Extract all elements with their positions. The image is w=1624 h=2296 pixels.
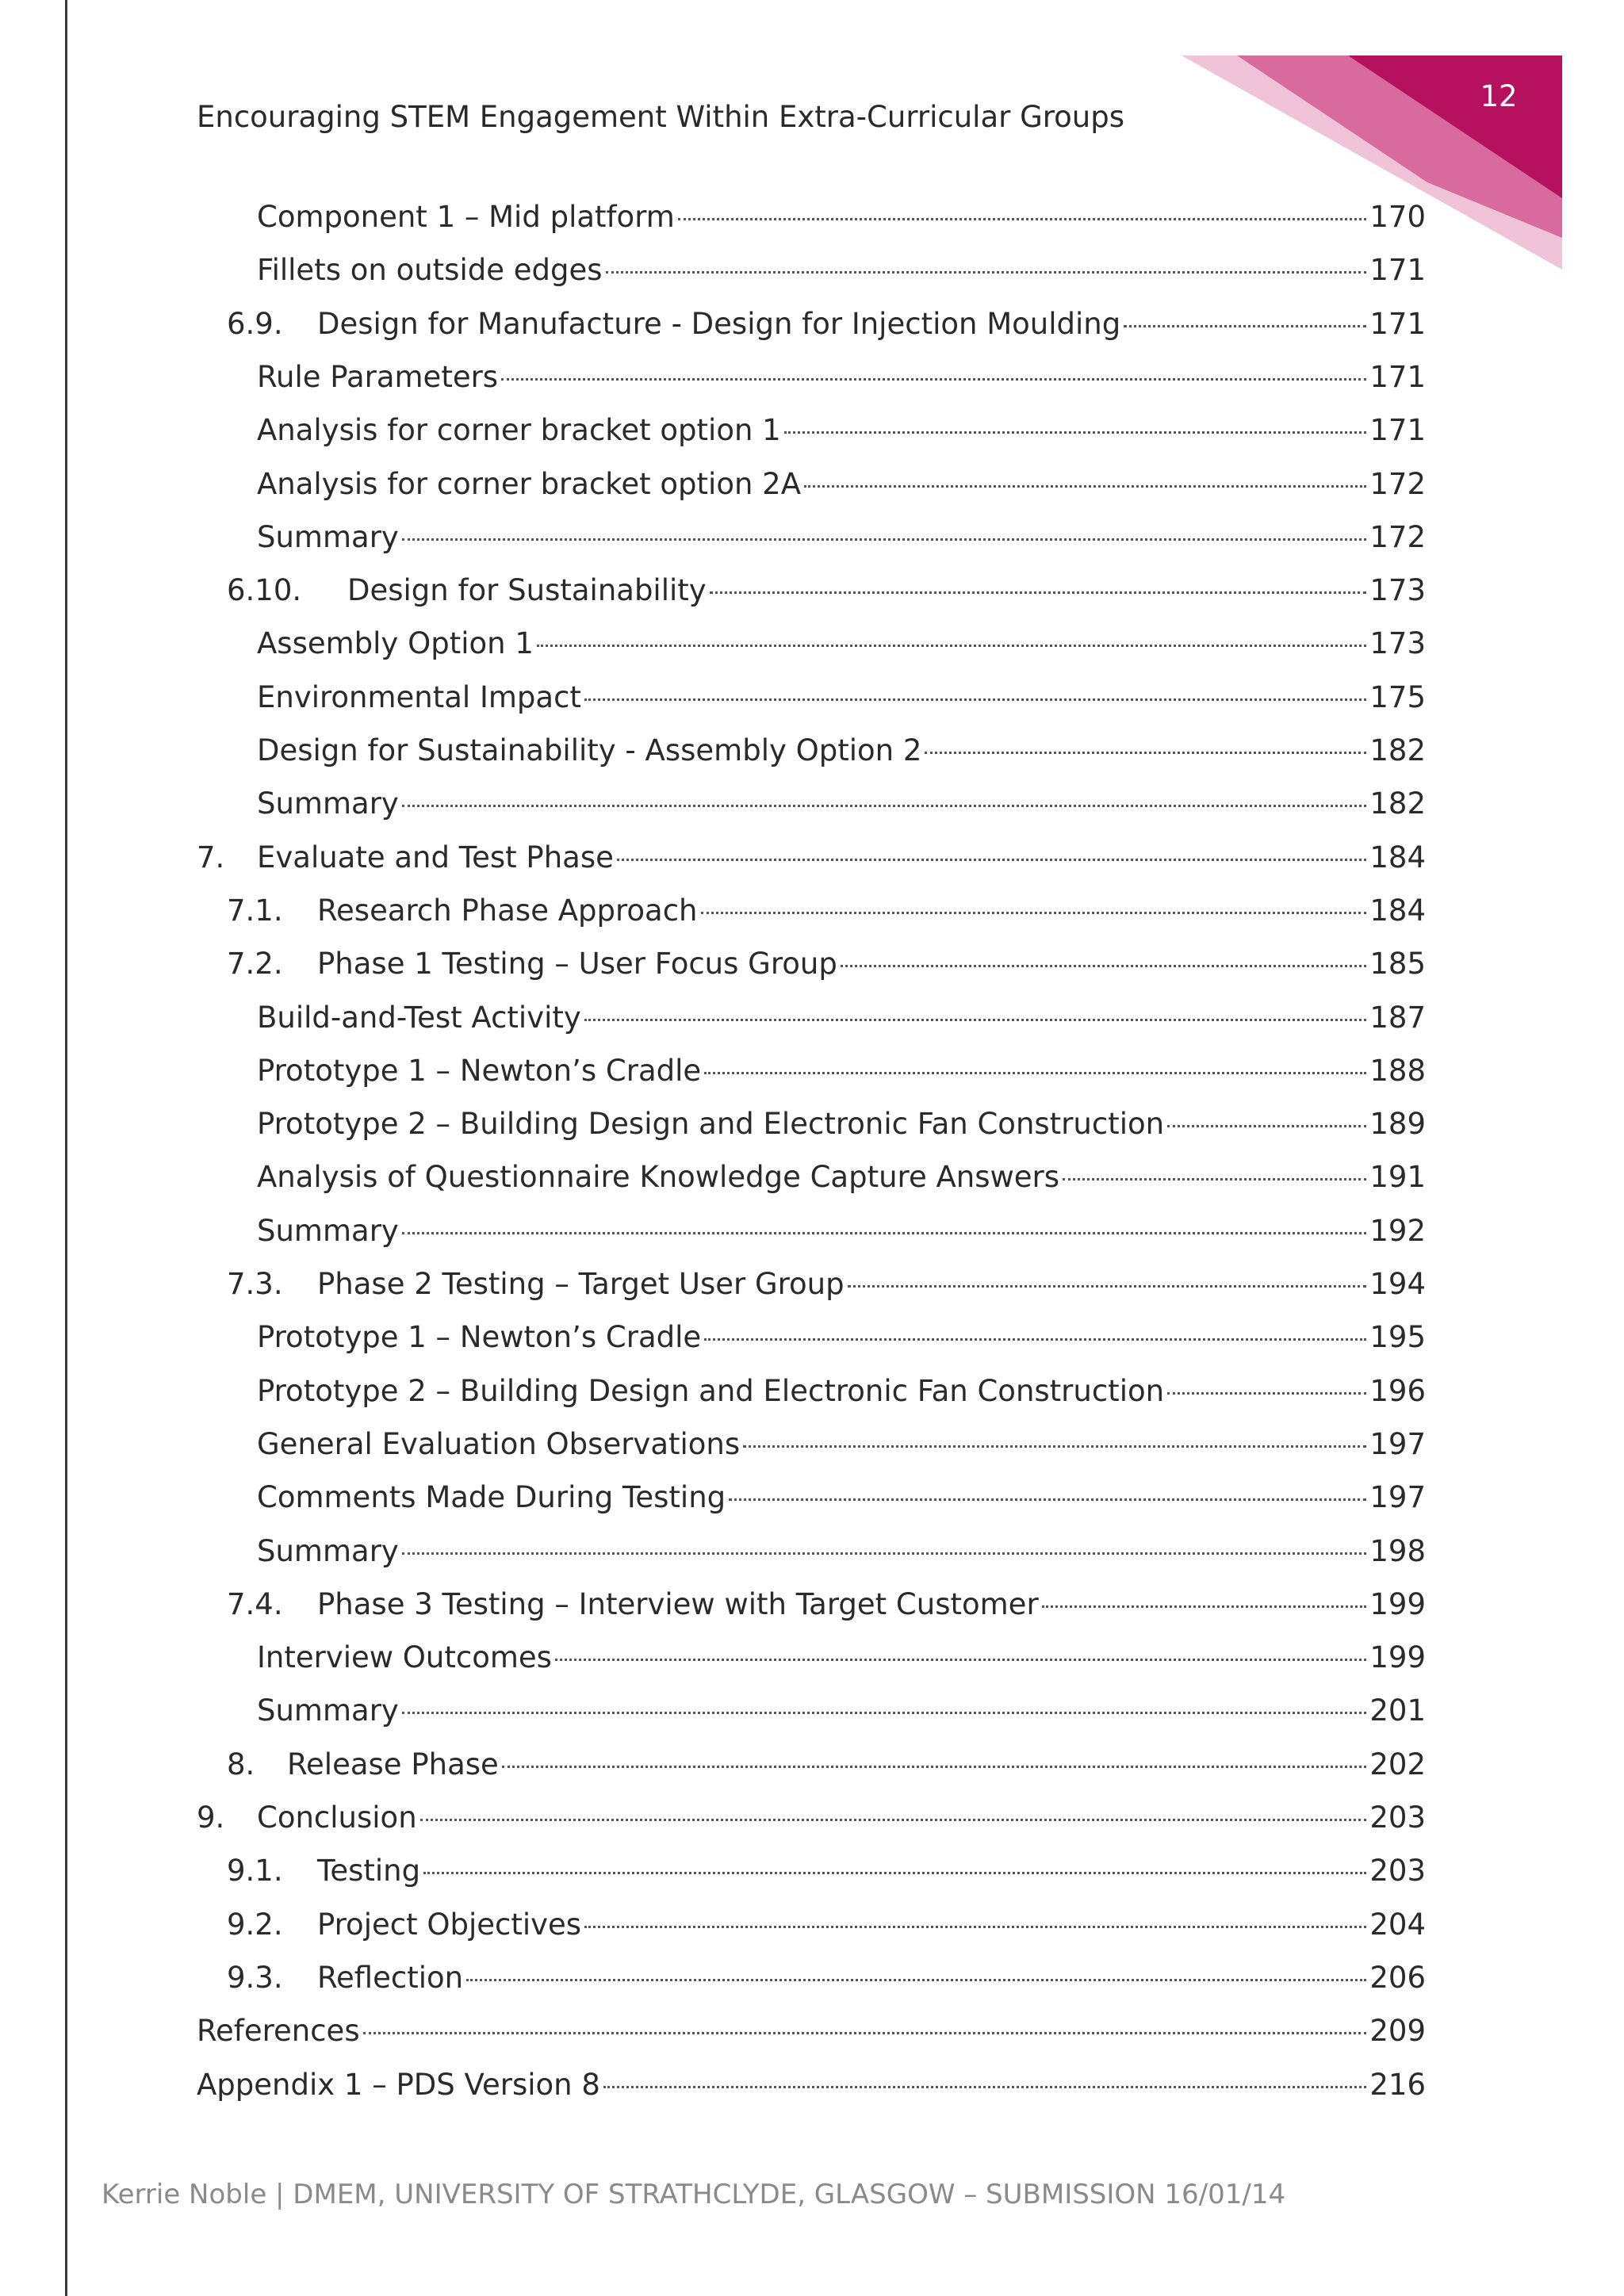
toc-entry-title: Comments Made During Testing <box>257 1480 726 1515</box>
toc-entry-page: 182 <box>1369 733 1426 767</box>
toc-entry-page: 172 <box>1369 519 1426 554</box>
toc-entry[interactable] <box>227 1257 1426 1311</box>
toc-dot-leader <box>402 805 1367 807</box>
toc-entry-page: 172 <box>1369 466 1426 501</box>
toc-entry-number: 7.3. <box>227 1267 283 1301</box>
toc-entry[interactable] <box>257 617 1426 670</box>
toc-entry[interactable] <box>197 831 1426 884</box>
toc-entry-title: Phase 1 Testing – User Focus Group <box>317 947 837 982</box>
toc-entry-page: 206 <box>1369 1960 1426 1995</box>
toc-entry[interactable] <box>227 884 1426 937</box>
toc-entry-page: 197 <box>1369 1426 1426 1461</box>
toc-entry-page: 199 <box>1369 1586 1426 1621</box>
page-footer: Kerrie Noble | DMEM, UNIVERSITY OF STRATHCLYDE, GLASGOW – SUBMISSION 16/01/14 <box>102 2179 1286 2210</box>
toc-entry-title: Analysis of Questionnaire Knowledge Capture Answers <box>257 1160 1060 1195</box>
toc-entry-page: 171 <box>1369 306 1426 341</box>
toc-entry[interactable] <box>197 2004 1426 2057</box>
toc-entry-page: 173 <box>1369 626 1426 661</box>
toc-entry-title: Prototype 1 – Newton’s Cradle <box>257 1053 702 1088</box>
toc-entry-number: 7.2. <box>227 947 283 982</box>
toc-dot-leader <box>743 1445 1366 1448</box>
toc-entry[interactable] <box>257 1525 1426 1578</box>
toc-entry[interactable] <box>257 671 1426 724</box>
toc-entry-title: Prototype 2 – Building Design and Electronic Fan Construction <box>257 1373 1165 1408</box>
toc-entry-title: Summary <box>257 1533 399 1568</box>
toc-entry[interactable] <box>257 404 1426 457</box>
toc-dot-leader <box>466 1979 1366 1981</box>
toc-entry[interactable] <box>257 1364 1426 1418</box>
toc-entry-page: 170 <box>1369 200 1426 234</box>
toc-entry-number: 9.1. <box>227 1854 283 1888</box>
toc-entry[interactable] <box>257 724 1426 777</box>
toc-dot-leader <box>1063 1178 1366 1181</box>
toc-entry-number: 7. <box>197 840 225 874</box>
toc-entry-page: 197 <box>1369 1480 1426 1515</box>
toc-dot-leader <box>420 1819 1367 1821</box>
toc-dot-leader <box>701 912 1367 914</box>
toc-dot-leader <box>617 859 1367 861</box>
toc-entry-title: Phase 2 Testing – Target User Group <box>317 1267 845 1301</box>
toc-entry-number: 6.10. <box>227 573 302 608</box>
toc-entry-page: 189 <box>1369 1107 1426 1142</box>
toc-entry[interactable] <box>227 1738 1426 1791</box>
toc-dot-leader <box>1042 1605 1367 1608</box>
toc-entry-page: 184 <box>1369 893 1426 928</box>
toc-dot-leader <box>502 1766 1367 1768</box>
toc-entry[interactable] <box>257 190 1426 243</box>
toc-entry-title: Environmental Impact <box>257 679 581 714</box>
toc-entry[interactable] <box>227 1898 1426 1951</box>
toc-entry-page: 175 <box>1369 679 1426 714</box>
toc-entry-page: 191 <box>1369 1160 1426 1195</box>
toc-entry-title: Analysis for corner bracket option 2A <box>257 466 802 501</box>
toc-dot-leader <box>423 1872 1366 1874</box>
toc-entry[interactable] <box>227 564 1426 617</box>
toc-entry-title: Project Objectives <box>317 1907 582 1942</box>
toc-entry-title: Prototype 1 – Newton’s Cradle <box>257 1320 702 1355</box>
toc-entry[interactable] <box>257 511 1426 564</box>
toc-dot-leader <box>584 698 1366 701</box>
toc-entry[interactable] <box>257 1204 1426 1257</box>
toc-entry-page: 182 <box>1369 786 1426 821</box>
toc-dot-leader <box>1167 1392 1366 1395</box>
toc-entry-number: 9.2. <box>227 1907 283 1942</box>
toc-entry-title: Release Phase <box>287 1747 499 1781</box>
toc-dot-leader <box>710 591 1367 594</box>
toc-entry-page: 185 <box>1369 947 1426 982</box>
toc-entry-page: 196 <box>1369 1373 1426 1408</box>
toc-entry[interactable] <box>257 1150 1426 1203</box>
toc-entry-number: 9. <box>197 1800 225 1835</box>
page-number: 12 <box>1480 79 1518 113</box>
toc-entry-title: Design for Manufacture - Design for Injection Moulding <box>317 306 1121 341</box>
toc-entry-title: Build-and-Test Activity <box>257 1000 581 1035</box>
toc-entry[interactable] <box>257 1631 1426 1684</box>
toc-dot-leader <box>402 1232 1367 1234</box>
toc-entry-number: 7.4. <box>227 1586 283 1621</box>
toc-dot-leader <box>402 538 1367 541</box>
toc-entry-title: Summary <box>257 519 399 554</box>
toc-dot-leader <box>402 1712 1367 1714</box>
toc-dot-leader <box>848 1285 1367 1288</box>
toc-entry-number: 6.9. <box>227 306 283 341</box>
toc-entry-page: 195 <box>1369 1320 1426 1355</box>
toc-entry-page: 202 <box>1369 1747 1426 1781</box>
toc-entry-title: Interview Outcomes <box>257 1640 552 1675</box>
toc-dot-leader <box>841 965 1367 967</box>
toc-entry-page: 194 <box>1369 1267 1426 1301</box>
toc-entry-page: 204 <box>1369 1907 1426 1942</box>
toc-entry-page: 187 <box>1369 1000 1426 1035</box>
toc-entry-page: 171 <box>1369 253 1426 288</box>
toc-entry-title: Summary <box>257 1693 399 1728</box>
toc-dot-leader <box>784 431 1367 434</box>
toc-entry-title: Component 1 – Mid platform <box>257 200 675 234</box>
toc-entry-title: Evaluate and Test Phase <box>257 840 614 874</box>
toc-entry-page: 173 <box>1369 573 1426 608</box>
toc-entry-title: Prototype 2 – Building Design and Electronic Fan Construction <box>257 1107 1165 1142</box>
toc-entry-page: 188 <box>1369 1053 1426 1088</box>
toc-entry-page: 171 <box>1369 413 1426 448</box>
toc-entry-number: 8. <box>227 1747 255 1781</box>
toc-dot-leader <box>678 218 1367 220</box>
toc-entry[interactable] <box>257 1684 1426 1737</box>
toc-entry-page: 199 <box>1369 1640 1426 1675</box>
toc-dot-leader <box>729 1498 1366 1501</box>
toc-entry[interactable] <box>257 1418 1426 1471</box>
toc-entry-page: 201 <box>1369 1693 1426 1728</box>
toc-entry[interactable] <box>257 777 1426 830</box>
toc-entry-title: General Evaluation Observations <box>257 1426 741 1461</box>
toc-entry[interactable] <box>257 1097 1426 1150</box>
toc-dot-leader <box>804 485 1366 488</box>
toc-entry[interactable] <box>227 937 1426 990</box>
toc-entry-title: Phase 3 Testing – Interview with Target Customer <box>317 1586 1039 1621</box>
toc-entry-page: 203 <box>1369 1800 1426 1835</box>
toc-dot-leader <box>501 378 1366 381</box>
toc-entry-page: 209 <box>1369 2014 1426 2049</box>
toc-entry-title: Research Phase Approach <box>317 893 698 928</box>
toc-entry-page: 192 <box>1369 1213 1426 1248</box>
toc-entry-title: Summary <box>257 1213 399 1248</box>
toc-entry-page: 203 <box>1369 1854 1426 1888</box>
toc-entry[interactable] <box>197 2058 1426 2111</box>
toc-entry-title: Fillets on outside edges <box>257 253 603 288</box>
toc-entry[interactable] <box>257 1311 1426 1364</box>
toc-dot-leader <box>606 271 1367 274</box>
toc-entry-title: Reflection <box>317 1960 464 1995</box>
toc-entry-page: 198 <box>1369 1533 1426 1568</box>
toc-entry[interactable] <box>257 243 1426 297</box>
toc-dot-leader <box>925 752 1366 754</box>
toc-entry-title: Rule Parameters <box>257 359 499 394</box>
toc-dot-leader <box>1167 1125 1366 1127</box>
toc-entry[interactable] <box>227 1951 1426 2004</box>
toc-entry[interactable] <box>227 1578 1426 1631</box>
toc-entry-title: Design for Sustainability <box>347 573 707 608</box>
toc-dot-leader <box>537 645 1366 647</box>
toc-entry[interactable] <box>227 1844 1426 1897</box>
toc-dot-leader <box>363 2032 1367 2034</box>
toc-entry-title: Assembly Option 1 <box>257 626 534 661</box>
toc-dot-leader <box>555 1659 1366 1661</box>
toc-entry[interactable] <box>257 991 1426 1044</box>
toc-entry[interactable] <box>257 1044 1426 1097</box>
toc-entry-page: 216 <box>1369 2067 1426 2102</box>
toc-dot-leader <box>1124 325 1366 327</box>
toc-entry[interactable] <box>197 1791 1426 1844</box>
left-margin-rule <box>65 0 67 2296</box>
toc-entry[interactable] <box>257 1471 1426 1524</box>
toc-entry-page: 184 <box>1369 840 1426 874</box>
toc-entry-title: Summary <box>257 786 399 821</box>
toc-entry-title: Design for Sustainability - Assembly Option 2 <box>257 733 922 767</box>
toc-entry-number: 9.3. <box>227 1960 283 1995</box>
running-header-title: Encouraging STEM Engagement Within Extra-Curricular Groups <box>197 100 1125 134</box>
toc-entry-title: Analysis for corner bracket option 1 <box>257 413 781 448</box>
toc-entry-title: References <box>197 2014 360 2049</box>
toc-entry[interactable] <box>227 297 1426 350</box>
toc-entry-page: 171 <box>1369 359 1426 394</box>
toc-dot-leader <box>402 1552 1367 1555</box>
toc-entry[interactable] <box>257 457 1426 511</box>
toc-dot-leader <box>584 1019 1367 1021</box>
toc-dot-leader <box>704 1338 1366 1341</box>
toc-dot-leader <box>704 1072 1366 1074</box>
toc-dot-leader <box>584 1926 1366 1928</box>
toc-entry[interactable] <box>257 350 1426 404</box>
toc-entry-number: 7.1. <box>227 893 283 928</box>
toc-entry-title: Testing <box>317 1854 421 1888</box>
toc-dot-leader <box>603 2086 1366 2088</box>
toc-entry-title: Appendix 1 – PDS Version 8 <box>197 2067 600 2102</box>
toc-entry-title: Conclusion <box>257 1800 417 1835</box>
